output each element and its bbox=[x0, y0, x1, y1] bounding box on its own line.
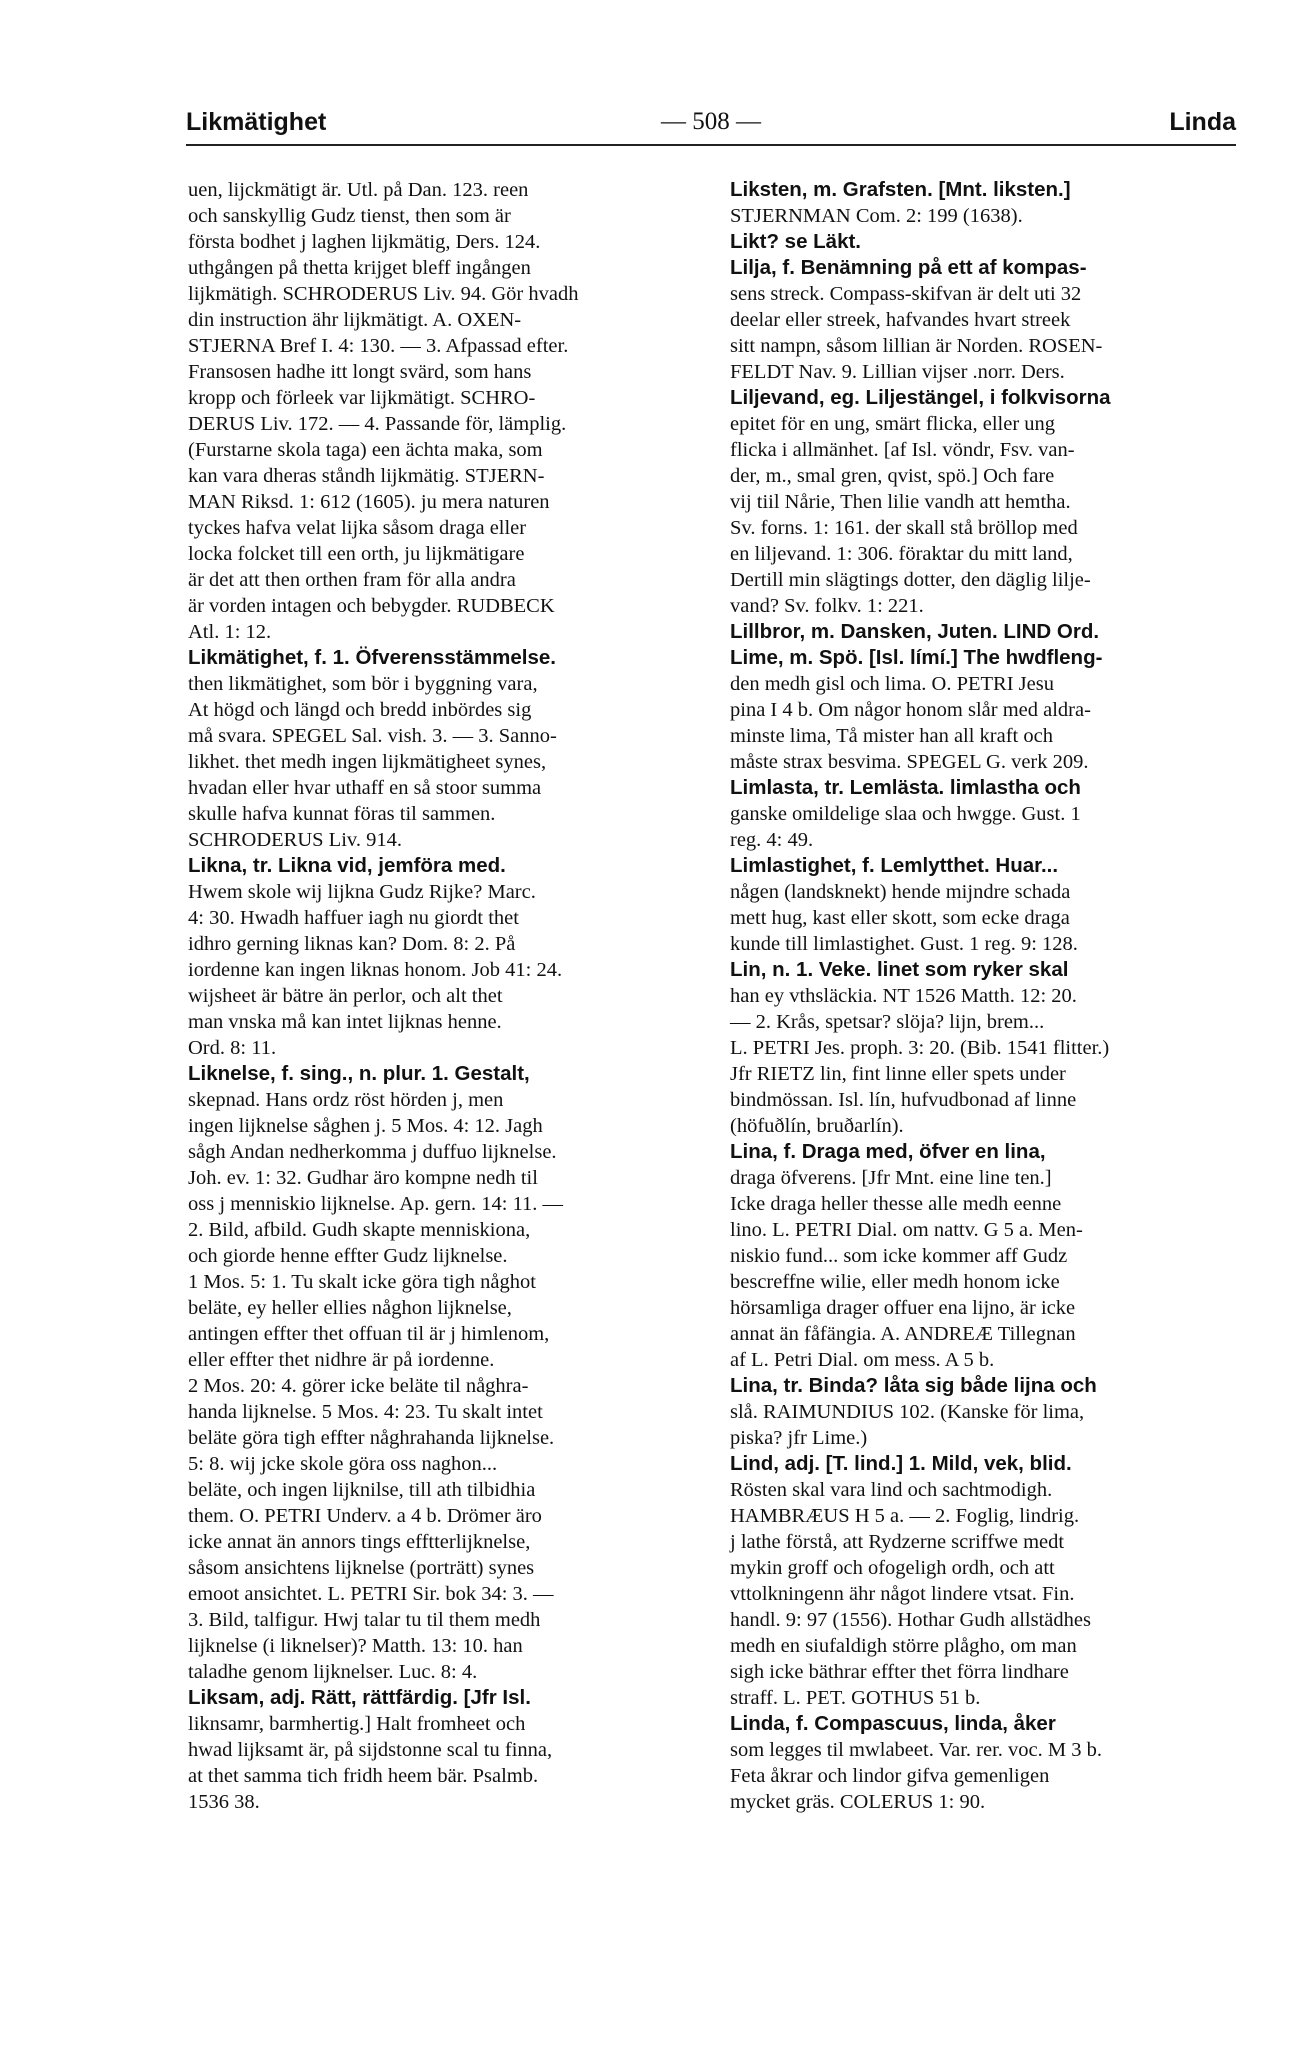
text-line: handa lijknelse. 5 Mos. 4: 23. Tu skalt intet bbox=[188, 1401, 543, 1423]
entry-headword-line: Likna, tr. Likna vid, jemföra med. bbox=[188, 854, 506, 877]
text-line: ganske omildelige slaa och hwgge. Gust. 1 bbox=[730, 803, 1081, 825]
text-line: emoot ansichtet. L. PETRI Sir. bok 34: 3. — bbox=[188, 1583, 554, 1605]
text-line: minste lima, Tå mister han all kraft och bbox=[730, 725, 1053, 747]
text-line: wijsheet är bätre än perlor, och alt thet bbox=[188, 985, 503, 1007]
text-line: (höfuðlín, bruðarlín). bbox=[730, 1115, 904, 1137]
text-line: 2 Mos. 20: 4. görer icke beläte til någhra- bbox=[188, 1375, 529, 1397]
left-column bbox=[188, 177, 676, 1815]
text-line: bescreffne wilie, eller medh honom icke bbox=[730, 1271, 1060, 1293]
text-line: kunde till limlastighet. Gust. 1 reg. 9: 128. bbox=[730, 933, 1078, 955]
text-line: L. PETRI Jes. proph. 3: 20. (Bib. 1541 flitter.) bbox=[730, 1037, 1110, 1059]
text-line: man vnska må kan intet lijknas henne. bbox=[188, 1011, 502, 1033]
entry-headword-line: Liljevand, eg. Liljestängel, i folkvisorna bbox=[730, 386, 1111, 409]
text-line: sitt nampn, såsom lillian är Norden. ROSEN- bbox=[730, 335, 1103, 357]
text-line: en liljevand. 1: 306. föraktar du mitt land, bbox=[730, 543, 1073, 565]
text-line: kan vara dheras ståndh lijkmätig. STJERN- bbox=[188, 465, 545, 487]
text-line: första bodhet j laghen lijkmätig, Ders. 124. bbox=[188, 231, 541, 253]
text-line: Sv. forns. 1: 161. der skall stå bröllop med bbox=[730, 517, 1078, 539]
text-line: tyckes hafva velat lijka såsom draga eller bbox=[188, 517, 527, 539]
header-right-entry: Linda bbox=[1169, 108, 1236, 136]
entry-headword-line: Limlasta, tr. Lemlästa. limlastha och bbox=[730, 776, 1081, 799]
text-line: 5: 8. wij jcke skole göra oss naghon... bbox=[188, 1453, 498, 1475]
entry-headword-line: Lina, tr. Binda? låta sig både lijna och bbox=[730, 1374, 1097, 1397]
text-line: lijknelse (i liknelser)? Matth. 13: 10. han bbox=[188, 1635, 523, 1657]
text-line: och sanskyllig Gudz tienst, then som är bbox=[188, 205, 511, 227]
text-line: niskio fund... som icke kommer aff Gudz bbox=[730, 1245, 1068, 1267]
entry-headword-line: Liknelse, f. sing., n. plur. 1. Gestalt, bbox=[188, 1062, 530, 1085]
text-line: STJERNA Bref I. 4: 130. — 3. Afpassad efter. bbox=[188, 335, 569, 357]
text-line: idhro gerning liknas kan? Dom. 8: 2. På bbox=[188, 933, 516, 955]
text-line: annat än fåfängia. A. ANDREÆ Tillegnan bbox=[730, 1323, 1076, 1345]
text-line: draga öfverens. [Jfr Mnt. eine line ten.] bbox=[730, 1167, 1052, 1189]
text-line: är det att then orthen fram för alla andra bbox=[188, 569, 516, 591]
text-line: vttolkningenn ähr något lindere vtsat. Fin. bbox=[730, 1583, 1075, 1605]
text-line: Atl. 1: 12. bbox=[188, 621, 272, 643]
text-line: den medh gisl och lima. O. PETRI Jesu bbox=[730, 673, 1054, 695]
text-line: Icke draga heller thesse alle medh eenne bbox=[730, 1193, 1062, 1215]
text-line: them. O. PETRI Underv. a 4 b. Drömer äro bbox=[188, 1505, 542, 1527]
entry-headword-line: Lin, n. 1. Veke. linet som ryker skal bbox=[730, 958, 1069, 981]
entry-headword-line: Lind, adj. [T. lind.] 1. Mild, vek, blid. bbox=[730, 1452, 1072, 1475]
text-line: icke annat än annors tings efftterlijknelse, bbox=[188, 1531, 531, 1553]
page-number: — 508 — bbox=[661, 108, 761, 135]
entry-headword-line: Likt? se Läkt. bbox=[730, 230, 862, 253]
text-line: skulle hafva kunnat föras til sammen. bbox=[188, 803, 496, 825]
text-line: Dertill min slägtings dotter, den däglig lilje- bbox=[730, 569, 1091, 591]
entry-headword-line: Linda, f. Compascuus, linda, åker bbox=[730, 1712, 1056, 1735]
text-line: der, m., smal gren, qvist, spö.] Och fare bbox=[730, 465, 1055, 487]
right-column bbox=[730, 177, 1218, 1815]
text-line: sens streck. Compass-skifvan är delt uti 32 bbox=[730, 283, 1082, 305]
text-line: At högd och längd och bredd inbördes sig bbox=[188, 699, 532, 721]
text-line: uthgången på thetta krijget bleff ingången bbox=[188, 257, 531, 279]
text-line: HAMBRÆUS H 5 a. — 2. Foglig, lindrig. bbox=[730, 1505, 1080, 1527]
text-line: medh en siufaldigh större plågho, om man bbox=[730, 1635, 1077, 1657]
text-line: then likmätighet, som bör i byggning vara, bbox=[188, 673, 538, 695]
text-line: Joh. ev. 1: 32. Gudhar äro kompne nedh til bbox=[188, 1167, 538, 1189]
entry-headword-line: Lime, m. Spö. [Isl. límí.] The hwdfleng- bbox=[730, 646, 1103, 669]
text-line: straff. L. PET. GOTHUS 51 b. bbox=[730, 1687, 981, 1709]
text-line: reg. 4: 49. bbox=[730, 829, 814, 851]
entry-headword-line: Liksam, adj. Rätt, rättfärdig. [Jfr Isl. bbox=[188, 1686, 531, 1709]
text-line: likhet. thet medh ingen lijkmätigheet synes, bbox=[188, 751, 547, 773]
text-line: af L. Petri Dial. om mess. A 5 b. bbox=[730, 1349, 995, 1371]
text-line: 4: 30. Hwadh haffuer iagh nu giordt thet bbox=[188, 907, 519, 929]
text-line: din instruction ähr lijkmätigt. A. OXEN- bbox=[188, 309, 522, 331]
text-line: flicka i allmänhet. [af Isl. vöndr, Fsv. van- bbox=[730, 439, 1075, 461]
entry-headword-line: Lina, f. Draga med, öfver en lina, bbox=[730, 1140, 1046, 1163]
text-line: 3. Bild, talfigur. Hwj talar tu til them medh bbox=[188, 1609, 541, 1631]
text-line: handl. 9: 97 (1556). Hothar Gudh allstädhes bbox=[730, 1609, 1091, 1631]
text-line: STJERNMAN Com. 2: 199 (1638). bbox=[730, 205, 1023, 227]
text-line: beläte, ey heller ellies någhon lijknelse, bbox=[188, 1297, 512, 1319]
text-line: MAN Riksd. 1: 612 (1605). ju mera naturen bbox=[188, 491, 550, 513]
text-line: sågh Andan nedherkomma j duffuo lijknelse. bbox=[188, 1141, 557, 1163]
entry-headword-line: Lillbror, m. Dansken, Juten. LIND Ord. bbox=[730, 620, 1100, 643]
text-line: oss j menniskio lijknelse. Ap. gern. 14: 11. — bbox=[188, 1193, 564, 1215]
entry-headword-line: Lilja, f. Benämning på ett af kompas- bbox=[730, 256, 1087, 279]
text-line: mett hug, kast eller skott, som ecke draga bbox=[730, 907, 1070, 929]
text-line: iordenne kan ingen liknas honom. Job 41: 24. bbox=[188, 959, 563, 981]
text-line: bindmössan. Isl. lín, hufvudbonad af linne bbox=[730, 1089, 1077, 1111]
text-line: piska? jfr Lime.) bbox=[730, 1427, 868, 1449]
text-line: (Furstarne skola taga) een ächta maka, som bbox=[188, 439, 543, 461]
text-line: är vorden intagen och bebygder. RUDBECK bbox=[188, 595, 555, 617]
text-line: FELDT Nav. 9. Lillian vijser .norr. Ders. bbox=[730, 361, 1065, 383]
text-line: deelar eller streek, hafvandes hvart streek bbox=[730, 309, 1071, 331]
text-line: taladhe genom lijknelser. Luc. 8: 4. bbox=[188, 1661, 478, 1683]
text-line: som legges til mwlabeet. Var. rer. voc. M 3 b. bbox=[730, 1739, 1102, 1761]
text-line: j lathe förstå, att Rydzerne scriffwe medt bbox=[730, 1531, 1065, 1553]
text-line: DERUS Liv. 172. — 4. Passande för, lämplig. bbox=[188, 413, 567, 435]
text-line: beläte göra tigh effter någhrahanda lijknelse. bbox=[188, 1427, 555, 1449]
text-line: vij tiil Nårie, Then lilie vandh att hemtha. bbox=[730, 491, 1071, 513]
text-line: at thet samma tich fridh heem bär. Psalmb. bbox=[188, 1765, 539, 1787]
text-line: eller effter thet nidhre är på iordenne. bbox=[188, 1349, 495, 1371]
text-line: 1 Mos. 5: 1. Tu skalt icke göra tigh någhot bbox=[188, 1271, 536, 1293]
text-line: mykin groff och ofogeligh ordh, och att bbox=[730, 1557, 1055, 1579]
text-line: SCHRODERUS Liv. 914. bbox=[188, 829, 402, 851]
text-line: uen, lijckmätigt är. Utl. på Dan. 123. reen bbox=[188, 179, 529, 201]
text-line: Ord. 8: 11. bbox=[188, 1037, 277, 1059]
text-line: hvadan eller hvar uthaff en så stoor summa bbox=[188, 777, 542, 799]
text-line: slå. RAIMUNDIUS 102. (Kanske för lima, bbox=[730, 1401, 1085, 1423]
text-line: må svara. SPEGEL Sal. vish. 3. — 3. Sanno- bbox=[188, 725, 557, 747]
entry-headword-line: Limlastighet, f. Lemlytthet. Huar... bbox=[730, 854, 1059, 877]
header-left-entry: Likmätighet bbox=[186, 108, 327, 136]
text-line: epitet för en ung, smärt flicka, eller ung bbox=[730, 413, 1056, 435]
text-line: hwad lijksamt är, på sijdstonne scal tu finna, bbox=[188, 1739, 553, 1761]
text-line: någen (landsknekt) hende mijndre schada bbox=[730, 881, 1071, 903]
text-line: vand? Sv. folkv. 1: 221. bbox=[730, 595, 924, 617]
text-line: beläte, och ingen lijknilse, till ath tilbidhia bbox=[188, 1479, 536, 1501]
text-line: Fransosen hadhe itt longt svärd, som hans bbox=[188, 361, 532, 383]
text-line: — 2. Krås, spetsar? slöja? lijn, brem... bbox=[730, 1011, 1045, 1033]
entry-headword-line: Liksten, m. Grafsten. [Mnt. liksten.] bbox=[730, 178, 1071, 201]
text-line: antingen effter thet offuan til är j himlenom, bbox=[188, 1323, 550, 1345]
text-line: och giorde henne effter Gudz lijknelse. bbox=[188, 1245, 508, 1267]
text-line: Jfr RIETZ lin, fint linne eller spets under bbox=[730, 1063, 1066, 1085]
text-line: 1536 38. bbox=[188, 1791, 260, 1813]
entry-headword-line: Likmätighet, f. 1. Öfverensstämmelse. bbox=[188, 646, 556, 669]
text-line: hörsamliga drager offuer ena lijno, är icke bbox=[730, 1297, 1076, 1319]
running-header bbox=[186, 104, 1236, 146]
text-line: Rösten skal vara lind och sachtmodigh. bbox=[730, 1479, 1053, 1501]
text-line: lino. L. PETRI Dial. om nattv. G 5 a. Men- bbox=[730, 1219, 1083, 1241]
text-line: Hwem skole wij lijkna Gudz Rijke? Marc. bbox=[188, 881, 536, 903]
text-line: locka folcket till een orth, ju lijkmätigare bbox=[188, 543, 525, 565]
text-line: han ey vthsläckia. NT 1526 Matth. 12: 20. bbox=[730, 985, 1077, 1007]
text-line: pina I 4 b. Om någor honom slår med aldra- bbox=[730, 699, 1091, 721]
text-line: kropp och förleek var lijkmätigt. SCHRO- bbox=[188, 387, 536, 409]
text-line: måste strax besvima. SPEGEL G. verk 209. bbox=[730, 751, 1089, 773]
text-line: sigh icke bäthrar effter thet förra lindhare bbox=[730, 1661, 1069, 1683]
text-line: lijkmätigh. SCHRODERUS Liv. 94. Gör hvadh bbox=[188, 283, 579, 305]
text-line: såsom ansichtens lijknelse (porträtt) synes bbox=[188, 1557, 535, 1579]
text-line: skepnad. Hans ordz röst hörden j, men bbox=[188, 1089, 504, 1111]
text-line: 2. Bild, afbild. Gudh skapte menniskiona, bbox=[188, 1219, 531, 1241]
text-line: mycket gräs. COLERUS 1: 90. bbox=[730, 1791, 986, 1813]
text-line: Feta åkrar och lindor gifva gemenligen bbox=[730, 1765, 1050, 1787]
text-line: ingen lijknelse såghen j. 5 Mos. 4: 12. Jagh bbox=[188, 1115, 543, 1137]
text-line: liknsamr, barmhertig.] Halt fromheet och bbox=[188, 1713, 526, 1735]
